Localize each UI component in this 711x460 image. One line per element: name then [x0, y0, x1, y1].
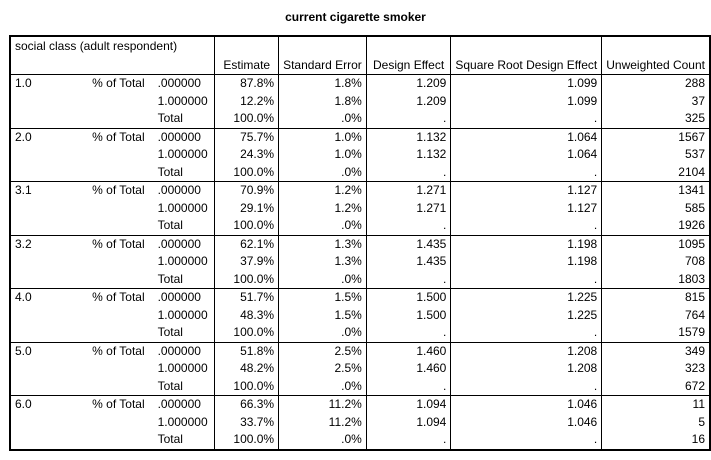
standard-error-cell: 1.0% — [279, 146, 367, 164]
category-label: .000000 — [154, 396, 215, 414]
sqrt-design-effect-cell: 1.198 — [451, 235, 602, 253]
category-label: Total — [157, 378, 183, 393]
estimate-cell: 62.1% — [215, 235, 279, 253]
statistic-label: % of Total — [92, 76, 145, 90]
table-row — [10, 396, 710, 414]
category-label: .000000 — [154, 128, 215, 146]
social-class-label — [10, 93, 88, 111]
design-effect-cell: 1.460 — [366, 342, 451, 360]
standard-error-cell: 1.0% — [279, 128, 367, 146]
standard-error-cell: .0% — [279, 217, 367, 235]
sqrt-design-effect-cell: 1.225 — [451, 307, 602, 325]
statistic-label — [88, 360, 153, 378]
results-table — [9, 35, 711, 451]
unweighted-count-cell: 672 — [602, 378, 710, 396]
unweighted-count-cell: 708 — [602, 253, 710, 271]
unweighted-count-cell: 1095 — [602, 235, 710, 253]
design-effect-cell: . — [366, 271, 451, 289]
standard-error-cell: 11.2% — [279, 396, 367, 414]
sqrt-design-effect-cell: 1.046 — [451, 396, 602, 414]
table-row — [10, 360, 710, 378]
table-row — [10, 164, 710, 182]
estimate-cell: 100.0% — [215, 110, 279, 128]
unweighted-count-cell: 585 — [602, 200, 710, 218]
social-class-label — [10, 360, 88, 378]
unweighted-count-cell: 1579 — [602, 324, 710, 342]
social-class-label — [10, 110, 88, 128]
category-label: Total — [157, 432, 183, 446]
unweighted-count-cell: 16 — [602, 431, 710, 450]
sqrt-design-effect-cell: . — [451, 271, 602, 289]
standard-error-cell: 1.8% — [279, 93, 367, 111]
table-row — [10, 414, 710, 432]
sqrt-design-effect-cell: 1.046 — [451, 414, 602, 432]
social-class-label: 2.0 — [10, 128, 88, 146]
estimate-cell: 66.3% — [215, 396, 279, 414]
social-class-label: 3.1 — [10, 182, 88, 200]
design-effect-cell: 1.209 — [366, 93, 451, 111]
category-label: 1.000000 — [157, 200, 208, 215]
standard-error-cell: 1.3% — [279, 235, 367, 253]
estimate-cell: 70.9% — [215, 182, 279, 200]
sqrt-design-effect-cell: . — [451, 324, 602, 342]
estimate-cell: 100.0% — [215, 324, 279, 342]
statistic-label — [88, 307, 153, 325]
table-row — [10, 235, 710, 253]
design-effect-cell: 1.460 — [366, 360, 451, 378]
estimate-cell: 100.0% — [215, 271, 279, 289]
category-label: 1.000000 — [157, 93, 208, 108]
design-effect-cell: . — [366, 110, 451, 128]
table-row — [10, 342, 710, 360]
social-class-label — [10, 253, 88, 271]
category-label: .000000 — [154, 182, 215, 200]
table-row — [10, 146, 710, 164]
estimate-cell: 29.1% — [215, 200, 279, 218]
social-class-label — [10, 324, 88, 342]
estimate-cell: 48.2% — [215, 360, 279, 378]
category-label: .000000 — [154, 289, 215, 307]
estimate-cell: 51.8% — [215, 342, 279, 360]
estimate-cell: 37.9% — [215, 253, 279, 271]
design-effect-cell: 1.132 — [366, 146, 451, 164]
statistic-label — [88, 378, 153, 396]
unweighted-count-cell: 325 — [602, 110, 710, 128]
unweighted-count-cell: 5 — [602, 414, 710, 432]
design-effect-cell: 1.500 — [366, 289, 451, 307]
table-row — [10, 182, 710, 200]
standard-error-cell: .0% — [279, 271, 367, 289]
table-row — [10, 271, 710, 289]
unweighted-count-cell: 349 — [602, 342, 710, 360]
standard-error-cell: 1.5% — [279, 307, 367, 325]
statistic-label — [88, 271, 153, 289]
category-label: 1.000000 — [157, 307, 208, 322]
statistic-label: % of Total — [88, 342, 153, 360]
estimate-cell: 24.3% — [215, 146, 279, 164]
sqrt-design-effect-cell: 1.064 — [451, 128, 602, 146]
design-effect-cell: 1.271 — [366, 200, 451, 218]
table-row — [10, 431, 710, 450]
social-class-label — [10, 271, 88, 289]
unweighted-count-cell: 1803 — [602, 271, 710, 289]
sqrt-design-effect-cell: 1.208 — [451, 342, 602, 360]
statistic-label — [88, 431, 153, 450]
standard-error-cell: .0% — [279, 164, 367, 182]
category-label: .000000 — [154, 235, 215, 253]
social-class-label — [10, 431, 88, 450]
sqrt-design-effect-cell: . — [451, 110, 602, 128]
social-class-label: 4.0 — [10, 289, 88, 307]
design-effect-cell: . — [366, 164, 451, 182]
statistic-label — [88, 146, 153, 164]
estimate-cell: 48.3% — [215, 307, 279, 325]
sqrt-design-effect-cell: 1.099 — [451, 93, 602, 111]
social-class-label: 5.0 — [10, 342, 88, 360]
unweighted-count-cell: 1926 — [602, 217, 710, 235]
design-effect-cell: 1.271 — [366, 182, 451, 200]
estimate-cell: 100.0% — [215, 378, 279, 396]
estimate-cell: 75.7% — [215, 128, 279, 146]
table-row — [10, 217, 710, 235]
sqrt-design-effect-cell: 1.127 — [451, 182, 602, 200]
social-class-label — [10, 164, 88, 182]
table-row — [10, 93, 710, 111]
statistic-label: % of Total — [88, 235, 153, 253]
estimate-cell: 100.0% — [215, 164, 279, 182]
standard-error-cell: 1.2% — [279, 200, 367, 218]
statistic-label — [88, 324, 153, 342]
estimate-cell: 87.8% — [215, 75, 279, 93]
table-row — [10, 200, 710, 218]
design-effect-cell: 1.500 — [366, 307, 451, 325]
standard-error-cell: .0% — [279, 324, 367, 342]
sqrt-design-effect-cell: 1.225 — [451, 289, 602, 307]
social-class-label: 1.0 — [15, 76, 32, 90]
col-header-unweighted-count: Unweighted Count — [602, 36, 710, 75]
estimate-cell: 51.7% — [215, 289, 279, 307]
unweighted-count-cell: 11 — [602, 396, 710, 414]
standard-error-cell: 1.8% — [279, 75, 367, 93]
category-label: Total — [157, 271, 183, 286]
social-class-label — [10, 378, 88, 396]
statistic-label: % of Total — [88, 396, 153, 414]
design-effect-cell: 1.094 — [366, 396, 451, 414]
social-class-label — [10, 217, 88, 235]
statistic-label — [88, 217, 153, 235]
sqrt-design-effect-cell: 1.208 — [451, 360, 602, 378]
design-effect-cell: . — [366, 324, 451, 342]
table-row — [10, 289, 710, 307]
statistic-label — [88, 253, 153, 271]
social-class-label — [10, 414, 88, 432]
design-effect-cell: . — [366, 378, 451, 396]
design-effect-cell: 1.435 — [366, 253, 451, 271]
sqrt-design-effect-cell: . — [451, 431, 602, 450]
standard-error-cell: .0% — [279, 110, 367, 128]
table-row — [10, 324, 710, 342]
statistic-label: % of Total — [88, 128, 153, 146]
table-row — [10, 75, 710, 93]
table-title: current cigarette smoker — [285, 10, 426, 24]
estimate-cell: 100.0% — [215, 431, 279, 450]
unweighted-count-cell: 537 — [602, 146, 710, 164]
category-label: 1.000000 — [157, 147, 208, 161]
category-label: Total — [157, 325, 183, 339]
unweighted-count-cell: 1341 — [602, 182, 710, 200]
col-header-sqrt-design-effect: Square Root Design Effect — [451, 36, 602, 75]
standard-error-cell: 1.3% — [279, 253, 367, 271]
category-label: .000000 — [157, 76, 201, 90]
estimate-cell: 12.2% — [215, 93, 279, 111]
sqrt-design-effect-cell: . — [451, 217, 602, 235]
sqrt-design-effect-cell: 1.127 — [451, 200, 602, 218]
sqrt-design-effect-cell: . — [451, 164, 602, 182]
category-label: Total — [157, 111, 183, 125]
design-effect-cell: 1.094 — [366, 414, 451, 432]
header-row — [10, 36, 710, 75]
unweighted-count-cell: 2104 — [602, 164, 710, 182]
table-row — [10, 128, 710, 146]
unweighted-count-cell: 323 — [602, 360, 710, 378]
social-class-label — [10, 307, 88, 325]
sqrt-design-effect-cell: 1.198 — [451, 253, 602, 271]
category-label: Total — [157, 164, 183, 179]
table-row — [10, 253, 710, 271]
standard-error-cell: 2.5% — [279, 360, 367, 378]
standard-error-cell: .0% — [279, 378, 367, 396]
design-effect-cell: 1.209 — [366, 75, 451, 93]
table-row — [10, 307, 710, 325]
social-class-label — [10, 200, 88, 218]
standard-error-cell: 1.2% — [279, 182, 367, 200]
statistic-label — [88, 164, 153, 182]
statistic-label — [88, 110, 153, 128]
category-label: Total — [157, 218, 183, 232]
standard-error-cell: 11.2% — [279, 414, 367, 432]
col-header-design-effect: Design Effect — [366, 36, 451, 75]
statistic-label: % of Total — [88, 289, 153, 307]
estimate-cell: 33.7% — [215, 414, 279, 432]
col-header-standard-error: Standard Error — [279, 36, 367, 75]
social-class-label: 3.2 — [10, 235, 88, 253]
sqrt-design-effect-cell: . — [451, 378, 602, 396]
design-effect-cell: . — [366, 431, 451, 450]
col-header-estimate: Estimate — [215, 36, 279, 75]
design-effect-cell: . — [366, 217, 451, 235]
estimate-cell: 100.0% — [215, 217, 279, 235]
unweighted-count-cell: 1567 — [602, 128, 710, 146]
social-class-label — [10, 146, 88, 164]
statistic-label — [88, 414, 153, 432]
table-row — [10, 110, 710, 128]
statistic-label: % of Total — [88, 182, 153, 200]
category-label: 1.000000 — [157, 414, 208, 429]
standard-error-cell: 1.5% — [279, 289, 367, 307]
standard-error-cell: .0% — [279, 431, 367, 450]
unweighted-count-cell: 815 — [602, 289, 710, 307]
category-label: 1.000000 — [157, 361, 208, 375]
statistic-label — [88, 93, 153, 111]
design-effect-cell: 1.435 — [366, 235, 451, 253]
unweighted-count-cell: 37 — [602, 93, 710, 111]
unweighted-count-cell: 764 — [602, 307, 710, 325]
social-class-label: 6.0 — [10, 396, 88, 414]
category-label: 1.000000 — [157, 254, 208, 268]
sqrt-design-effect-cell: 1.064 — [451, 146, 602, 164]
table-row — [10, 378, 710, 396]
category-label: .000000 — [154, 342, 215, 360]
unweighted-count-cell: 288 — [602, 75, 710, 93]
statistic-label — [88, 200, 153, 218]
stub-header: social class (adult respondent) — [10, 36, 215, 75]
design-effect-cell: 1.132 — [366, 128, 451, 146]
sqrt-design-effect-cell: 1.099 — [451, 75, 602, 93]
standard-error-cell: 2.5% — [279, 342, 367, 360]
